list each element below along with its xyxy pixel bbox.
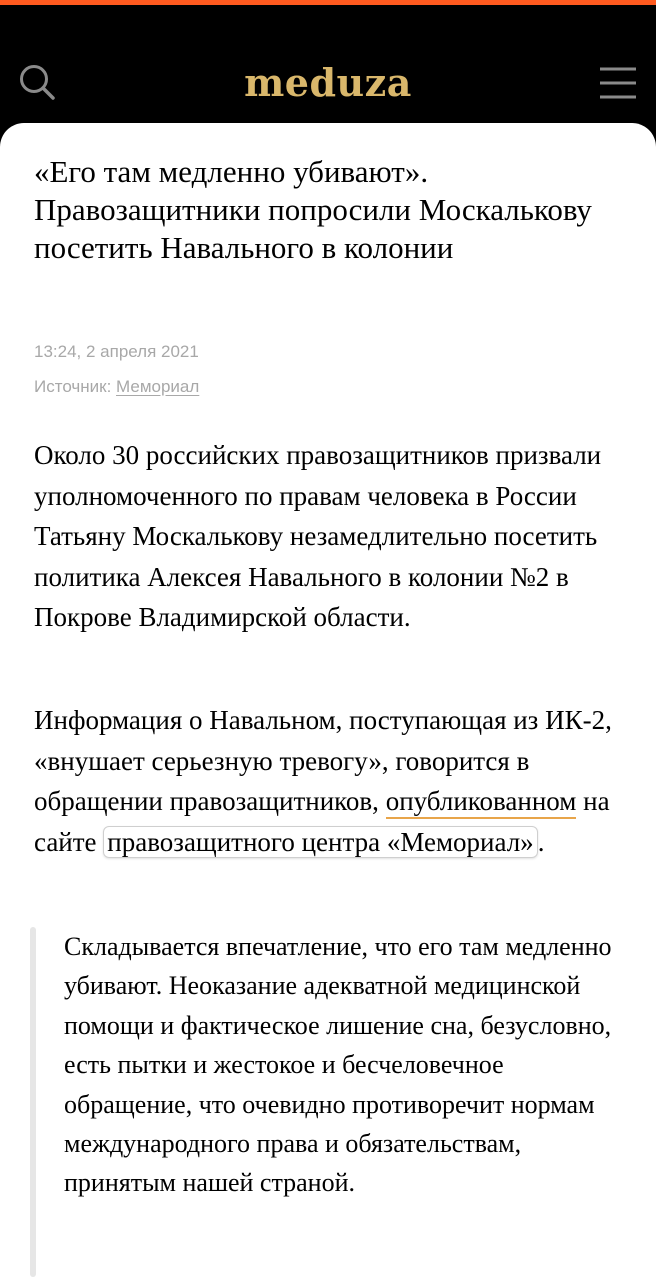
quote-text: Складывается впечатление, что его там медленно убивают. Неоказание адекватной медицинской помощи и фактическое лишение сна, безусловно, есть пытки и жестокое и бесчеловечное обращение, что очевидно противоречит нормам международного права и обязательствам, принятым нашей страной. [64,932,612,1198]
site-header [0,5,656,123]
search-icon [16,61,60,105]
article-date: 13:24, 2 апреля 2021 [34,342,199,361]
paragraph-2-text-mid: на сайте [34,786,610,857]
article-card [0,123,656,1280]
article-paragraph-2 [34,700,634,862]
article-quote [30,927,630,1277]
paragraph-2-text: Информация о Навальном, поступающая из ИК-2, «внушает серьезную тревогу», говорится в обращении правозащитников, [34,705,612,817]
source-label: Источник: [34,377,112,396]
paragraph-2-end: . [537,826,545,857]
published-link[interactable]: опубликованном [386,786,577,819]
menu-button[interactable] [594,63,642,107]
hamburger-menu-icon [594,63,642,107]
memorial-center-link[interactable]: правозащитного центра «Мемориал» [103,826,537,858]
article-source [34,376,199,398]
source-link[interactable]: Мемориал [116,377,200,396]
article-title: «Его там медленно убивают». Правозащитники попросили Москалькову посетить Навального в колонии [34,154,592,265]
article-paragraph-1: Около 30 российских правозащитников призвали уполномоченного по правам человека в России Татьяну Москалькову незамедлительно посетить политика Алексея Навального в колонии №2 в Покрове Владимирской области. [34,440,602,633]
quote-bar [30,927,36,1277]
search-button[interactable] [16,61,60,105]
meduza-logo[interactable]: meduza [244,60,412,105]
